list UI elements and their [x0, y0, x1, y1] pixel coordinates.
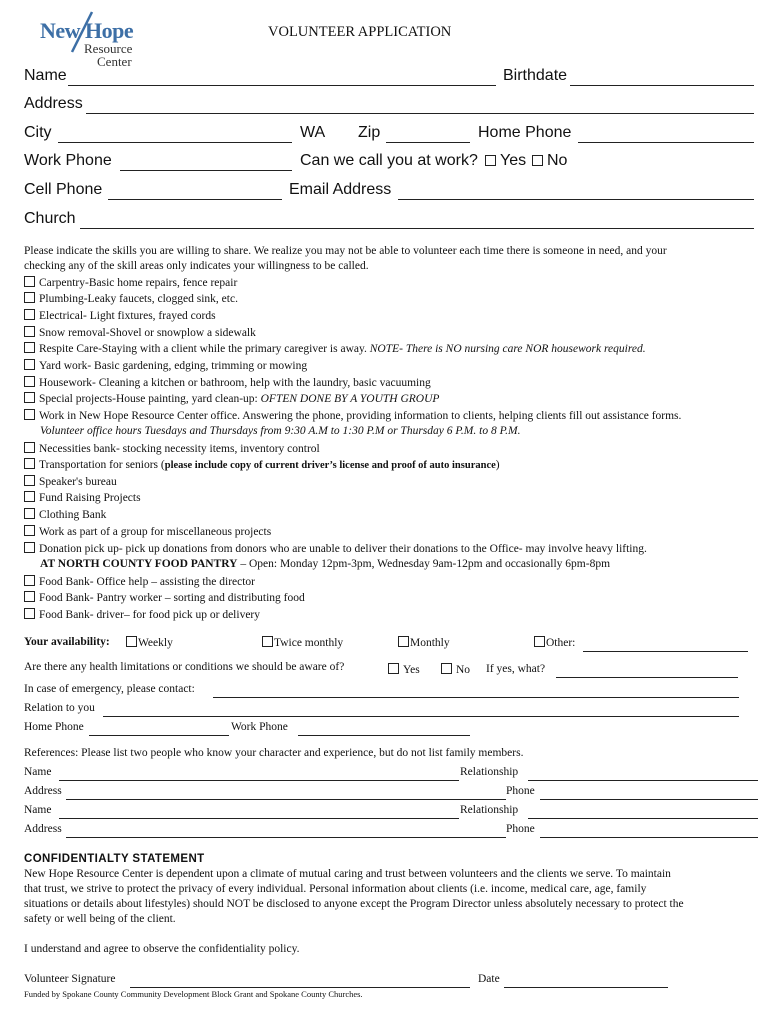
skill-clothing-bank[interactable]: [24, 508, 106, 521]
skill-transportation[interactable]: [24, 458, 500, 471]
skill-necessities-bank[interactable]: [24, 442, 320, 455]
checkbox-icon[interactable]: [24, 575, 35, 586]
logo-text-new-hope: New Hope: [40, 18, 134, 43]
skill-electrical[interactable]: [24, 309, 216, 322]
skill-label: Work as part of a group for miscellaneous projects: [39, 526, 272, 538]
skill-label: Special projects-House painting, yard clean-up:: [39, 393, 261, 405]
ref2-name-input-line[interactable]: [59, 818, 459, 819]
can-call-no[interactable]: [532, 152, 567, 170]
checkbox-icon[interactable]: [126, 636, 137, 647]
confidentiality-line-1: New Hope Resource Center is dependent upon a climate of mutual caring and trust between volunteers and the clients we serve. To maintain: [24, 868, 671, 880]
state-label: WA: [300, 124, 326, 141]
checkbox-icon[interactable]: [534, 636, 545, 647]
health-if-yes-label: If yes, what?: [486, 663, 546, 675]
checkbox-icon[interactable]: [24, 508, 35, 519]
checkbox-icon[interactable]: [24, 542, 35, 553]
ref2-phone-label: Phone: [506, 823, 535, 835]
checkbox-icon[interactable]: [24, 292, 35, 303]
skill-food-bank-pantry[interactable]: [24, 591, 305, 604]
checkbox-icon[interactable]: [388, 663, 399, 674]
ref2-address-label: Address: [24, 823, 62, 835]
checkbox-icon[interactable]: [24, 475, 35, 486]
skill-label: Plumbing-Leaky faucets, clogged sink, etc.: [39, 293, 238, 305]
birthdate-input-line[interactable]: [570, 85, 754, 86]
office-hours-note: Volunteer office hours Tuesdays and Thursdays from 9:30 A.M to 1:30 P.M or Thursday 6 P.M. to 8 P.M.: [40, 425, 521, 437]
checkbox-icon[interactable]: [24, 326, 35, 337]
skill-label: Snow removal-Shovel or snowplow a sidewalk: [39, 327, 256, 339]
name-input-line[interactable]: [68, 85, 496, 86]
checkbox-icon[interactable]: [24, 458, 35, 469]
address-label: Address: [24, 95, 83, 112]
checkbox-icon[interactable]: [24, 608, 35, 619]
checkbox-icon[interactable]: [24, 442, 35, 453]
skill-respite-care[interactable]: [24, 342, 646, 355]
ref1-relationship-label: Relationship: [460, 766, 519, 778]
ref2-name-label: Name: [24, 804, 52, 816]
work-phone-input-line[interactable]: [120, 170, 292, 171]
checkbox-icon[interactable]: [24, 591, 35, 602]
ref1-relationship-input-line[interactable]: [528, 780, 758, 781]
cell-phone-label: Cell Phone: [24, 181, 103, 198]
date-input-line[interactable]: [504, 987, 668, 988]
funding-footer: Funded by Spokane County Community Development Block Grant and Spokane County Churches.: [24, 989, 363, 999]
ref1-address-label: Address: [24, 785, 62, 797]
skill-label: Clothing Bank: [39, 509, 107, 521]
checkbox-icon[interactable]: [262, 636, 273, 647]
ref1-name-input-line[interactable]: [59, 780, 459, 781]
availability-twice-label: Twice monthly: [274, 637, 344, 649]
church-label: Church: [24, 210, 76, 227]
relation-input-line[interactable]: [103, 716, 739, 717]
email-input-line[interactable]: [398, 199, 754, 200]
can-call-label: Can we call you at work?: [300, 152, 478, 169]
skill-plumbing[interactable]: [24, 292, 238, 305]
skill-note: OFTEN DONE BY A YOUTH GROUP: [260, 393, 440, 405]
health-no[interactable]: [441, 663, 470, 676]
health-details-input-line[interactable]: [556, 677, 738, 678]
checkbox-icon[interactable]: [532, 155, 543, 166]
skill-label: Food Bank- driver– for food pick up or delivery: [39, 609, 261, 621]
date-label: Date: [478, 973, 500, 985]
skill-food-bank-office[interactable]: [24, 575, 255, 588]
health-question: Are there any health limitations or conditions we should be aware of?: [24, 661, 345, 673]
skill-label: Food Bank- Office help – assisting the director: [39, 576, 256, 588]
checkbox-icon[interactable]: [398, 636, 409, 647]
zip-input-line[interactable]: [386, 142, 470, 143]
availability-other-input-line[interactable]: [583, 651, 748, 652]
home-phone-label: Home Phone: [478, 124, 572, 141]
skill-office-work[interactable]: [24, 409, 681, 422]
skill-label: Respite Care-Staying with a client while the primary caregiver is away.: [39, 343, 370, 355]
skill-group-work[interactable]: [24, 525, 271, 538]
address-input-line[interactable]: [86, 113, 754, 114]
emergency-work-phone-input-line[interactable]: [298, 735, 470, 736]
email-label: Email Address: [289, 181, 392, 198]
church-input-line[interactable]: [80, 228, 754, 229]
availability-other-label: Other:: [546, 637, 576, 649]
skill-snow-removal[interactable]: [24, 326, 256, 339]
skill-yard-work[interactable]: [24, 359, 307, 372]
logo-text-center: Center: [97, 54, 132, 69]
confidentiality-agreement: I understand and agree to observe the confidentiality policy.: [24, 943, 300, 955]
references-intro: References: Please list two people who know your character and experience, but do not list family members.: [24, 747, 524, 759]
skill-label: Electrical- Light fixtures, frayed cords: [39, 310, 216, 322]
skill-special-projects[interactable]: [24, 392, 439, 405]
checkbox-icon[interactable]: [24, 376, 35, 387]
cell-phone-input-line[interactable]: [108, 199, 282, 200]
can-call-yes-label: Yes: [500, 152, 527, 169]
skills-intro-line-2: checking any of the skill areas only indicates your willingness to be called.: [24, 260, 369, 272]
confidentiality-line-3: situations or details about lifestyles) should NOT be disclosed to anyone except the Program Director unless absolutely necessary to protect the: [24, 898, 684, 910]
confidentiality-line-2: that trust, we strive to protect the privacy of every individual. Personal information about clients (i.e. income, medical care, age, family: [24, 883, 647, 895]
skill-label: Necessities bank- stocking necessity items, inventory control: [39, 443, 320, 455]
skill-label: Work in New Hope Resource Center office. Answering the phone, providing information to clients, helping clients fill out assistance forms.: [39, 410, 682, 422]
checkbox-icon[interactable]: [485, 155, 496, 166]
skill-label: Fund Raising Projects: [39, 492, 141, 504]
skill-note: please include copy of current driver’s license and proof of auto insurance: [164, 460, 496, 471]
skill-note: NOTE- There is NO nursing care NOR housework required.: [369, 343, 646, 355]
home-phone-input-line[interactable]: [578, 142, 754, 143]
city-input-line[interactable]: [58, 142, 292, 143]
checkbox-icon[interactable]: [24, 392, 35, 403]
can-call-yes[interactable]: [485, 152, 526, 170]
food-pantry-note: [40, 558, 610, 570]
confidentiality-line-4: safety or well being of the client.: [24, 913, 176, 925]
city-label: City: [24, 124, 52, 141]
name-label: Name: [24, 67, 67, 84]
checkbox-icon[interactable]: [24, 409, 35, 420]
ref1-phone-input-line[interactable]: [540, 799, 758, 800]
skills-intro-line-1: Please indicate the skills you are willing to share. We realize you may not be able to volunteer each time there is someone in need, and your: [24, 245, 667, 257]
health-no-label: No: [456, 664, 471, 676]
signature-input-line[interactable]: [130, 987, 470, 988]
skill-donation-pickup[interactable]: [24, 542, 647, 555]
checkbox-icon[interactable]: [24, 525, 35, 536]
signature-label: Volunteer Signature: [24, 973, 116, 985]
skill-note-tail: ): [495, 459, 500, 471]
emergency-home-phone-input-line[interactable]: [89, 735, 229, 736]
skill-label: Donation pick up- pick up donations from donors who are unable to deliver their donations to the Office- may involve heavy lifting.: [39, 543, 647, 555]
availability-twice-monthly[interactable]: [262, 636, 343, 649]
skill-label: Carpentry-Basic home repairs, fence repair: [39, 277, 238, 289]
checkbox-icon[interactable]: [24, 491, 35, 502]
availability-other[interactable]: [534, 636, 575, 649]
availability-weekly-label: Weekly: [138, 637, 173, 649]
availability-label: Your availability:: [24, 636, 110, 648]
skill-label: Housework- Cleaning a kitchen or bathroom, help with the laundry, basic vacuuming: [39, 377, 431, 389]
emergency-contact-input-line[interactable]: [213, 697, 739, 698]
food-pantry-hours: – Open: Monday 12pm-3pm, Wednesday 9am-12pm and occasionally 6pm-8pm: [237, 558, 611, 570]
ref2-relationship-label: Relationship: [460, 804, 519, 816]
skill-label: Transportation for seniors (: [39, 459, 165, 471]
food-pantry-title: AT NORTH COUNTY FOOD PANTRY: [40, 558, 238, 570]
emergency-home-phone-label: Home Phone: [24, 721, 84, 733]
ref2-address-input-line[interactable]: [66, 837, 506, 838]
ref2-relationship-input-line[interactable]: [528, 818, 758, 819]
health-yes[interactable]: [388, 663, 420, 676]
ref1-name-label: Name: [24, 766, 52, 778]
checkbox-icon[interactable]: [441, 663, 452, 674]
checkbox-icon[interactable]: [24, 342, 35, 353]
skill-food-bank-driver[interactable]: [24, 608, 260, 621]
checkbox-icon[interactable]: [24, 309, 35, 320]
availability-weekly[interactable]: [126, 636, 173, 649]
work-phone-label: Work Phone: [24, 152, 112, 169]
skill-label: Food Bank- Pantry worker – sorting and distributing food: [39, 592, 305, 604]
availability-monthly-label: Monthly: [410, 637, 450, 649]
checkbox-icon[interactable]: [24, 359, 35, 370]
birthdate-label: Birthdate: [503, 67, 568, 84]
ref2-phone-input-line[interactable]: [540, 837, 758, 838]
logo-text-resource: Resource: [84, 41, 133, 56]
zip-label: Zip: [358, 124, 381, 141]
skill-label: Yard work- Basic gardening, edging, trimming or mowing: [39, 360, 308, 372]
skill-speakers-bureau[interactable]: [24, 475, 117, 488]
skill-fund-raising[interactable]: [24, 491, 141, 504]
ref1-phone-label: Phone: [506, 785, 535, 797]
ref1-address-input-line[interactable]: [66, 799, 506, 800]
can-call-no-label: No: [547, 152, 568, 169]
emergency-work-phone-label: Work Phone: [231, 721, 288, 733]
form-title: VOLUNTEER APPLICATION: [268, 24, 452, 40]
relation-label: Relation to you: [24, 702, 95, 714]
skill-housework[interactable]: [24, 376, 431, 389]
skill-carpentry[interactable]: [24, 276, 237, 289]
health-yes-label: Yes: [403, 664, 420, 676]
emergency-contact-label: In case of emergency, please contact:: [24, 683, 195, 695]
confidentiality-heading: CONFIDENTIALTY STATEMENT: [24, 853, 205, 865]
skill-label: Speaker's bureau: [39, 476, 117, 488]
availability-monthly[interactable]: [398, 636, 450, 649]
checkbox-icon[interactable]: [24, 276, 35, 287]
